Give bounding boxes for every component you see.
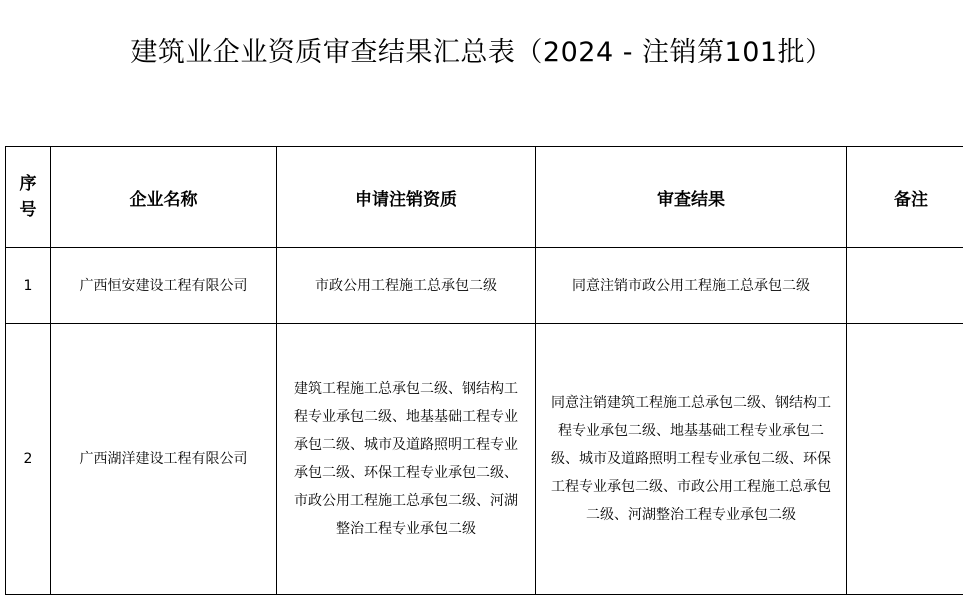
header-result: 审查结果 — [536, 147, 847, 248]
header-company: 企业名称 — [51, 147, 277, 248]
table-row — [6, 324, 963, 595]
cell-applied — [277, 248, 536, 324]
cell-applied-text: 建筑工程施工总承包二级、钢结构工程专业承包二级、地基基础工程专业承包二级、城市及道路照明工程专业承包二级、环保工程专业承包二级、市政公用工程施工总承包二级、河湖整治工程专业承包二级 — [294, 381, 518, 537]
header-seq — [6, 147, 51, 248]
header-seq-line1: 序 — [19, 174, 37, 194]
cell-seq: 2 — [6, 324, 51, 595]
cell-result-text: 同意注销市政公用工程施工总承包二级 — [572, 277, 810, 294]
cell-result — [536, 248, 847, 324]
cell-remark — [847, 324, 963, 595]
cell-company: 广西湖洋建设工程有限公司 — [51, 324, 277, 595]
page-title: 建筑业企业资质审查结果汇总表（2024 - 注销第101批） — [130, 37, 833, 68]
header-remark: 备注 — [847, 147, 963, 248]
cell-seq: 1 — [6, 248, 51, 324]
table-header-row — [6, 147, 963, 248]
cell-applied — [277, 324, 536, 595]
cell-result — [536, 324, 847, 595]
cell-result-text: 同意注销建筑工程施工总承包二级、钢结构工程专业承包二级、地基基础工程专业承包二级、城市及道路照明工程专业承包二级、环保工程专业承包二级、市政公用工程施工总承包二级、河湖整治工程专业承包二级 — [551, 395, 831, 523]
cell-remark — [847, 248, 963, 324]
review-results-table — [5, 146, 963, 595]
header-applied: 申请注销资质 — [277, 147, 536, 248]
cell-company: 广西恒安建设工程有限公司 — [51, 248, 277, 324]
table-row — [6, 248, 963, 324]
header-seq-line2: 号 — [19, 200, 37, 220]
cell-applied-text: 市政公用工程施工总承包二级 — [315, 277, 497, 294]
